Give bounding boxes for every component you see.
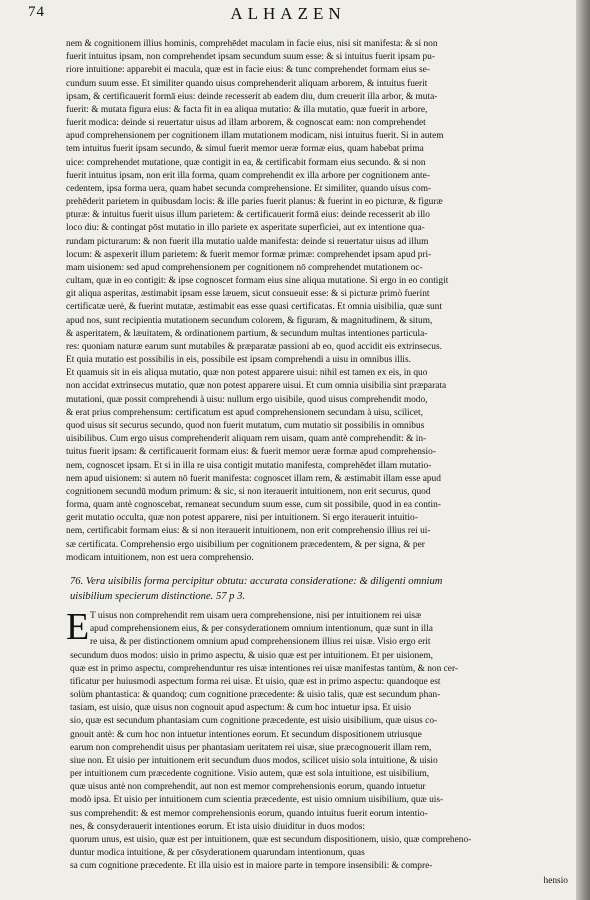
page-header (28, 4, 548, 30)
text-line: mam uisionem: sed apud comprehensionem per cognitionem nō comprehendet mutationem oc- (66, 262, 423, 273)
page-number: 74 (28, 4, 45, 20)
text-line: non accidat extrinsecus mutatio, quæ non potest apparere uisui. Et cum omnia uisibilia sint præparata (66, 381, 447, 392)
text-line: siue non. Et uisio per intuitionem erit secundum duos modos, scilicet uisio sola intuitione, & uisio (70, 755, 438, 766)
text-line: quæ uisus antè non comprehendit, aut non est memor comprehensionis eorum, quando intuetur (70, 782, 426, 793)
text-line: locum: & aspexerit illum parietem: & fuerit memor formæ primæ: comprehendet ipsam apud pri- (66, 249, 432, 260)
text-line: quod uisus sit securus secundo, quod non fuerit mutatum, cum mutatio sit possibilis in omnibus (66, 420, 425, 431)
text-line: rundam picturarum: & non fuerit illa mutatio ualde manifesta: deinde si reuertatur uisus ad illum (66, 236, 429, 247)
text-line: secundum duos modos: uisio in primo aspectu, & uisio quæ est per intuitionem. Et per uisionem, (70, 650, 433, 661)
text-line: apud comprehensionem eius, & per consyderationem omnium intentionum, quæ sunt in illa (90, 624, 433, 635)
text-line: per intuitionem cum præcedente cognitione. Visio autem, quæ est sola intuitione, est uisibilium, (70, 769, 430, 780)
text-line: tificatur per huiusmodi aspectum forma rei uisæ. Et uisio, quæ est in primo aspectu: quandoque est (70, 676, 441, 687)
text-line: git aliqua asperitas, æstimabit ipsam esse læuem, sicut consueuit esse: & si picturæ primò fuerint (66, 289, 430, 300)
text-line: fuerit intuitus ipsam, non comprehendet ipsam secundum suum esse: & si intuitus fuerit ipsam pu- (66, 52, 435, 63)
text-line: sa cum cognitione præcedente. Et illa uisio est in maiore parte in tempore insensibili: & compre- (70, 861, 433, 872)
text-line: Et quia mutatio est possibilis in eis, possibile est ipsam comprehendi a uisu in omnibus illis. (66, 355, 412, 366)
text-line: tem intuitus fuerit ipsam secundo, & simul fuerit memor ueræ formæ eius, quam habebat prima (66, 144, 424, 155)
text-line: apud nos, sunt recipientia mutationem secundum colorem, & figuram, & magnitudinem, & situm, (66, 315, 433, 326)
text-line: nem, certificabit formam eius: & si non iterauerit intuitionem, non erit comprehensio illius rei ui- (66, 526, 431, 537)
text-line: nem apud uisionem: si autem nō fuerit manifesta: cognoscet illam rem, & æstimabit illam esse apud (66, 473, 441, 484)
text-line: forma, quam antè cognoscebat, remaneat secundum suum esse, cum sit possibile, quod in ea contin- (66, 500, 441, 511)
text-line: nem & cognitionem illius hominis, comprehēdet maculam in facie eius, nisi sit manifesta: & si non (66, 39, 438, 49)
text-line: uisibilibus. Cum ergo uisus comprehenderit aliquam rem uisam, quam antè comprehendit: & in- (66, 434, 427, 445)
text-line: loco diu: & contingat pōst mutatio in illo pariete ex asperitate superficiei, aut ex intentione qua- (66, 223, 425, 234)
text-line: tasiam, est uisio, quæ uisus non cognouit apud aspectum: & cum hoc intuetur ipsa. Et uisio (70, 703, 412, 714)
text-line: cedentem, ipsa forma uera, quam habet secunda comprehensione. Et similiter, quando uisus com- (66, 183, 432, 194)
text-line: uice: comprehendet mutatione, quæ contigit in ea, & certificabit formam eius secundo. & si non (66, 157, 426, 168)
text-line: ipsam, & certificauerit formā eius: deinde recesserit ab eadem diu, dum creuerit illa arbor, & muta- (66, 91, 438, 102)
text-line: & erat prius comprehensum: certificatum est apud comprehensionem secundam à uisu, scilicet, (66, 407, 423, 418)
text-line: riore intuitione: apparebit ei macula, quæ est in facie eius: & tunc comprehendet formam eius se- (66, 65, 430, 76)
text-line: re uisa, & per distinctionem omnium apud comprehensionem illius rei uisæ. Visio ergo erit (90, 637, 431, 648)
text-line: pturæ: & intuitus fuerit uisus illum parietem: & certificauerit formā eius: deinde recesserit ab illo (66, 210, 430, 221)
text-line: gnouit antè: & cum hoc non intuetur intentiones eorum. Et secundum dispositionem utriusque (70, 729, 422, 740)
text-line: cultam, quæ in eo contigit: & ipse cognoscet formam eius sine aliqua mutatione. Si ergo in eo contigit (66, 276, 449, 287)
text-line: prehēderit parietem in quibusdam locis: & ille paries fuerit planus: & fuerint in eo picturæ, & figuræ (66, 197, 443, 208)
text-line: apud comprehensionem per cognitionem illam mutationem modicam, nisi intuitus fuerit. Si in autem (66, 131, 444, 142)
text-line: nem, cognoscet ipsam. Et si in illa re uisa contigit mutatio manifesta, comprehēdet illam mutatio- (66, 460, 432, 471)
text-line: cognitionem secundū modum primum: & sic, si non iterauerit intuitionem, non erit securus, quod (66, 486, 431, 497)
text-line: Et quamuis sit in eis aliqua mutatio, quæ non potest apparere uisui: nihil est tamen ex eis, in quo (66, 368, 428, 379)
text-line: nes, & consyderauerit intentiones eorum. Et ista uisio diuiditur in duos modos: (70, 821, 366, 832)
body-text-bottom (70, 610, 544, 873)
text-line: modò ipsa. Et uisio per intuitionem cum scientia præcedente, est uisio omnium uisibilium, quæ uis- (70, 795, 444, 806)
catchword: hensio (543, 876, 568, 886)
text-line: tuitus fuerit ipsam: & certificauerit formam eius: & fuerit memor ueræ formæ apud comprehensio- (66, 447, 436, 458)
text-line: quæ est in primo aspectu, comprehenduntur res uisæ intentiones rei uisæ manifestas tantùm, & non cer- (70, 663, 459, 674)
section-heading (70, 574, 544, 604)
text-line: res: quoniam naturæ earum sunt mutabiles & præparatæ passioni ab eo, quod accidit eis extrinsecus. (66, 341, 442, 352)
drop-capital: E (66, 606, 90, 648)
text-line: sio, quæ est secundum phantasiam cum cognitione præcedente, est uisio uisibilium, quæ uisus co- (70, 716, 438, 727)
text-line: gerit mutatio occulta, quæ non potest apparere, nisi per intuitionem. Si ergo iterauerit intuitio- (66, 513, 418, 524)
text-line: cundum suum esse. Et similiter quando uisus comprehenderit aliquam arborem, & intuitus fuerit (66, 78, 428, 89)
body-text-top (66, 38, 540, 565)
text-line: fuerit modica: deinde si reuertatur uisus ad illam arborem, & cognoscat eam: non comprehendet (66, 118, 426, 129)
text-line: T uisus non comprehendit rem uisam uera comprehensione, nisi per intuitionem rei uisæ (90, 611, 422, 621)
text-line: fuerit: & mutata figura eius: & facta fit in ea aliqua mutatio: & illa mutatio, quæ fuerit in arbore, (66, 104, 428, 115)
page-edge (576, 0, 590, 900)
text-line: modicam intuitionem, non est uera comprehensio. (66, 552, 254, 563)
text-line: sus comprehendit: & est memor comprehensionis eorum, quando intuitus fuerit eorum intentio- (70, 808, 428, 819)
text-line: mutationi, quæ possit comprehendi à uisu: nullum ergo uisibile, quod uisus comprehendit modo, (66, 394, 428, 405)
running-title: ALHAZEN (230, 4, 346, 23)
text-line: certificatæ uerè, & fuerint mutatæ, æstimabit eas esse quasi certificatas. Et omnia uisibilia, quæ sunt (66, 302, 442, 313)
text-line: earum non comprehendit uisus per phantasiam ueritatem rei uisæ, siue præcognouerit illam rem, (70, 742, 432, 753)
text-line: fuerit intuitus ipsam, non erit illa forma, quam comprehendit ex illa arbore per cognitionem ante- (66, 170, 430, 181)
text-line: solùm phantastica: & quandoq; cum cognitione præcedente: & uisio talis, quæ est secundum phan- (70, 690, 441, 701)
text-line: & asperitatem, & læuitatem, & ordinationem partium, & secundum multas intentiones particula- (66, 328, 428, 339)
text-line: duntur modica intuitione, & per cōsyderationem quarundam intentionum, quas (70, 848, 365, 859)
heading-line: 76. Vera uisibilis forma percipitur obtutu: accurata consideratione: & diligenti omnium (70, 576, 443, 587)
text-line: sæ certificata. Comprehensio ergo uisibilium per cognitionem præcedentem, & per signa, & per (66, 539, 425, 550)
text-line: quorum unus, est uisio, quæ est per intuitionem, quæ est secundum dispositionem, uisio, quæ compreheno- (70, 834, 472, 845)
heading-line: uisibilium specierum distinctione. 57 p 3. (70, 591, 246, 602)
